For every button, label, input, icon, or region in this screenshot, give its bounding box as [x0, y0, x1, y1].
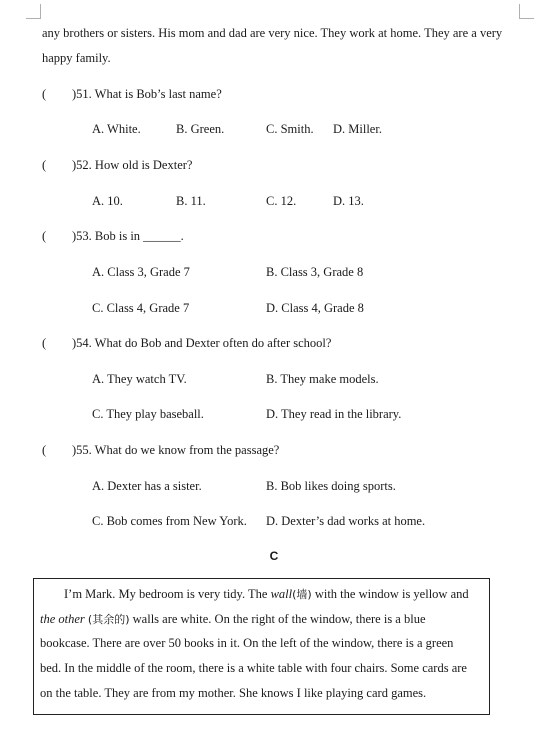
answer-paren[interactable]: (	[42, 229, 47, 243]
passage-c-line-4: bed. In the middle of the room, there is a white table with four chairs. Some cards are	[40, 661, 467, 675]
option-a[interactable]: A. They watch TV.	[92, 372, 187, 386]
passage-c-line-2: the other (其余的) walls are white. On the right of the window, there is a blue	[40, 612, 426, 626]
option-b[interactable]: B. Bob likes doing sports.	[266, 479, 396, 493]
question-stem: )52. How old is Dexter?	[72, 158, 193, 172]
option-d[interactable]: D. Dexter’s dad works at home.	[266, 514, 426, 528]
answer-paren[interactable]: (	[42, 87, 47, 101]
question-stem: )54. What do Bob and Dexter often do after school?	[72, 336, 332, 350]
question-stem: )53. Bob is in ______.	[72, 229, 184, 243]
passage-c-line-1: I’m Mark. My bedroom is very tidy. The wall(墙) with the window is yellow and	[64, 587, 469, 601]
answer-paren[interactable]: (	[42, 336, 47, 350]
answer-paren[interactable]: (	[42, 443, 47, 457]
option-c[interactable]: C. Class 4, Grade 7	[92, 301, 190, 315]
option-d[interactable]: D. Class 4, Grade 8	[266, 301, 364, 315]
option-b[interactable]: B. Green.	[176, 122, 225, 136]
option-a[interactable]: A. 10.	[92, 194, 123, 208]
glossed-word: wall	[270, 587, 293, 601]
page-corner-mark-left	[26, 4, 41, 19]
option-c[interactable]: C. 12.	[266, 194, 297, 208]
option-b[interactable]: B. Class 3, Grade 8	[266, 265, 364, 279]
glossed-word: the other	[40, 612, 85, 626]
option-d[interactable]: D. Miller.	[333, 122, 382, 136]
option-a[interactable]: A. White.	[92, 122, 141, 136]
passage-c-box	[33, 578, 490, 715]
page-corner-mark-right	[519, 4, 534, 19]
gloss: (其余的)	[87, 613, 130, 626]
option-a[interactable]: A. Class 3, Grade 7	[92, 265, 190, 279]
section-c-heading: C	[269, 549, 279, 563]
option-c[interactable]: C. Smith.	[266, 122, 314, 136]
option-c[interactable]: C. Bob comes from New York.	[92, 514, 247, 528]
gloss: (墙)	[292, 588, 312, 601]
option-d[interactable]: D. They read in the library.	[266, 407, 402, 421]
question-stem: )55. What do we know from the passage?	[72, 443, 280, 457]
passage-line-2: happy family.	[42, 51, 111, 65]
option-a[interactable]: A. Dexter has a sister.	[92, 479, 202, 493]
option-b[interactable]: B. They make models.	[266, 372, 379, 386]
passage-c-line-5: on the table. They are from my mother. She knows I like playing card games.	[40, 686, 427, 700]
passage-line-1: any brothers or sisters. His mom and dad are very nice. They work at home. They are a very	[42, 26, 503, 40]
question-stem: )51. What is Bob’s last name?	[72, 87, 222, 101]
option-b[interactable]: B. 11.	[176, 194, 206, 208]
passage-c-line-3: bookcase. There are over 50 books in it. On the left of the window, there is a green	[40, 636, 454, 650]
option-d[interactable]: D. 13.	[333, 194, 364, 208]
option-c[interactable]: C. They play baseball.	[92, 407, 204, 421]
answer-paren[interactable]: (	[42, 158, 47, 172]
